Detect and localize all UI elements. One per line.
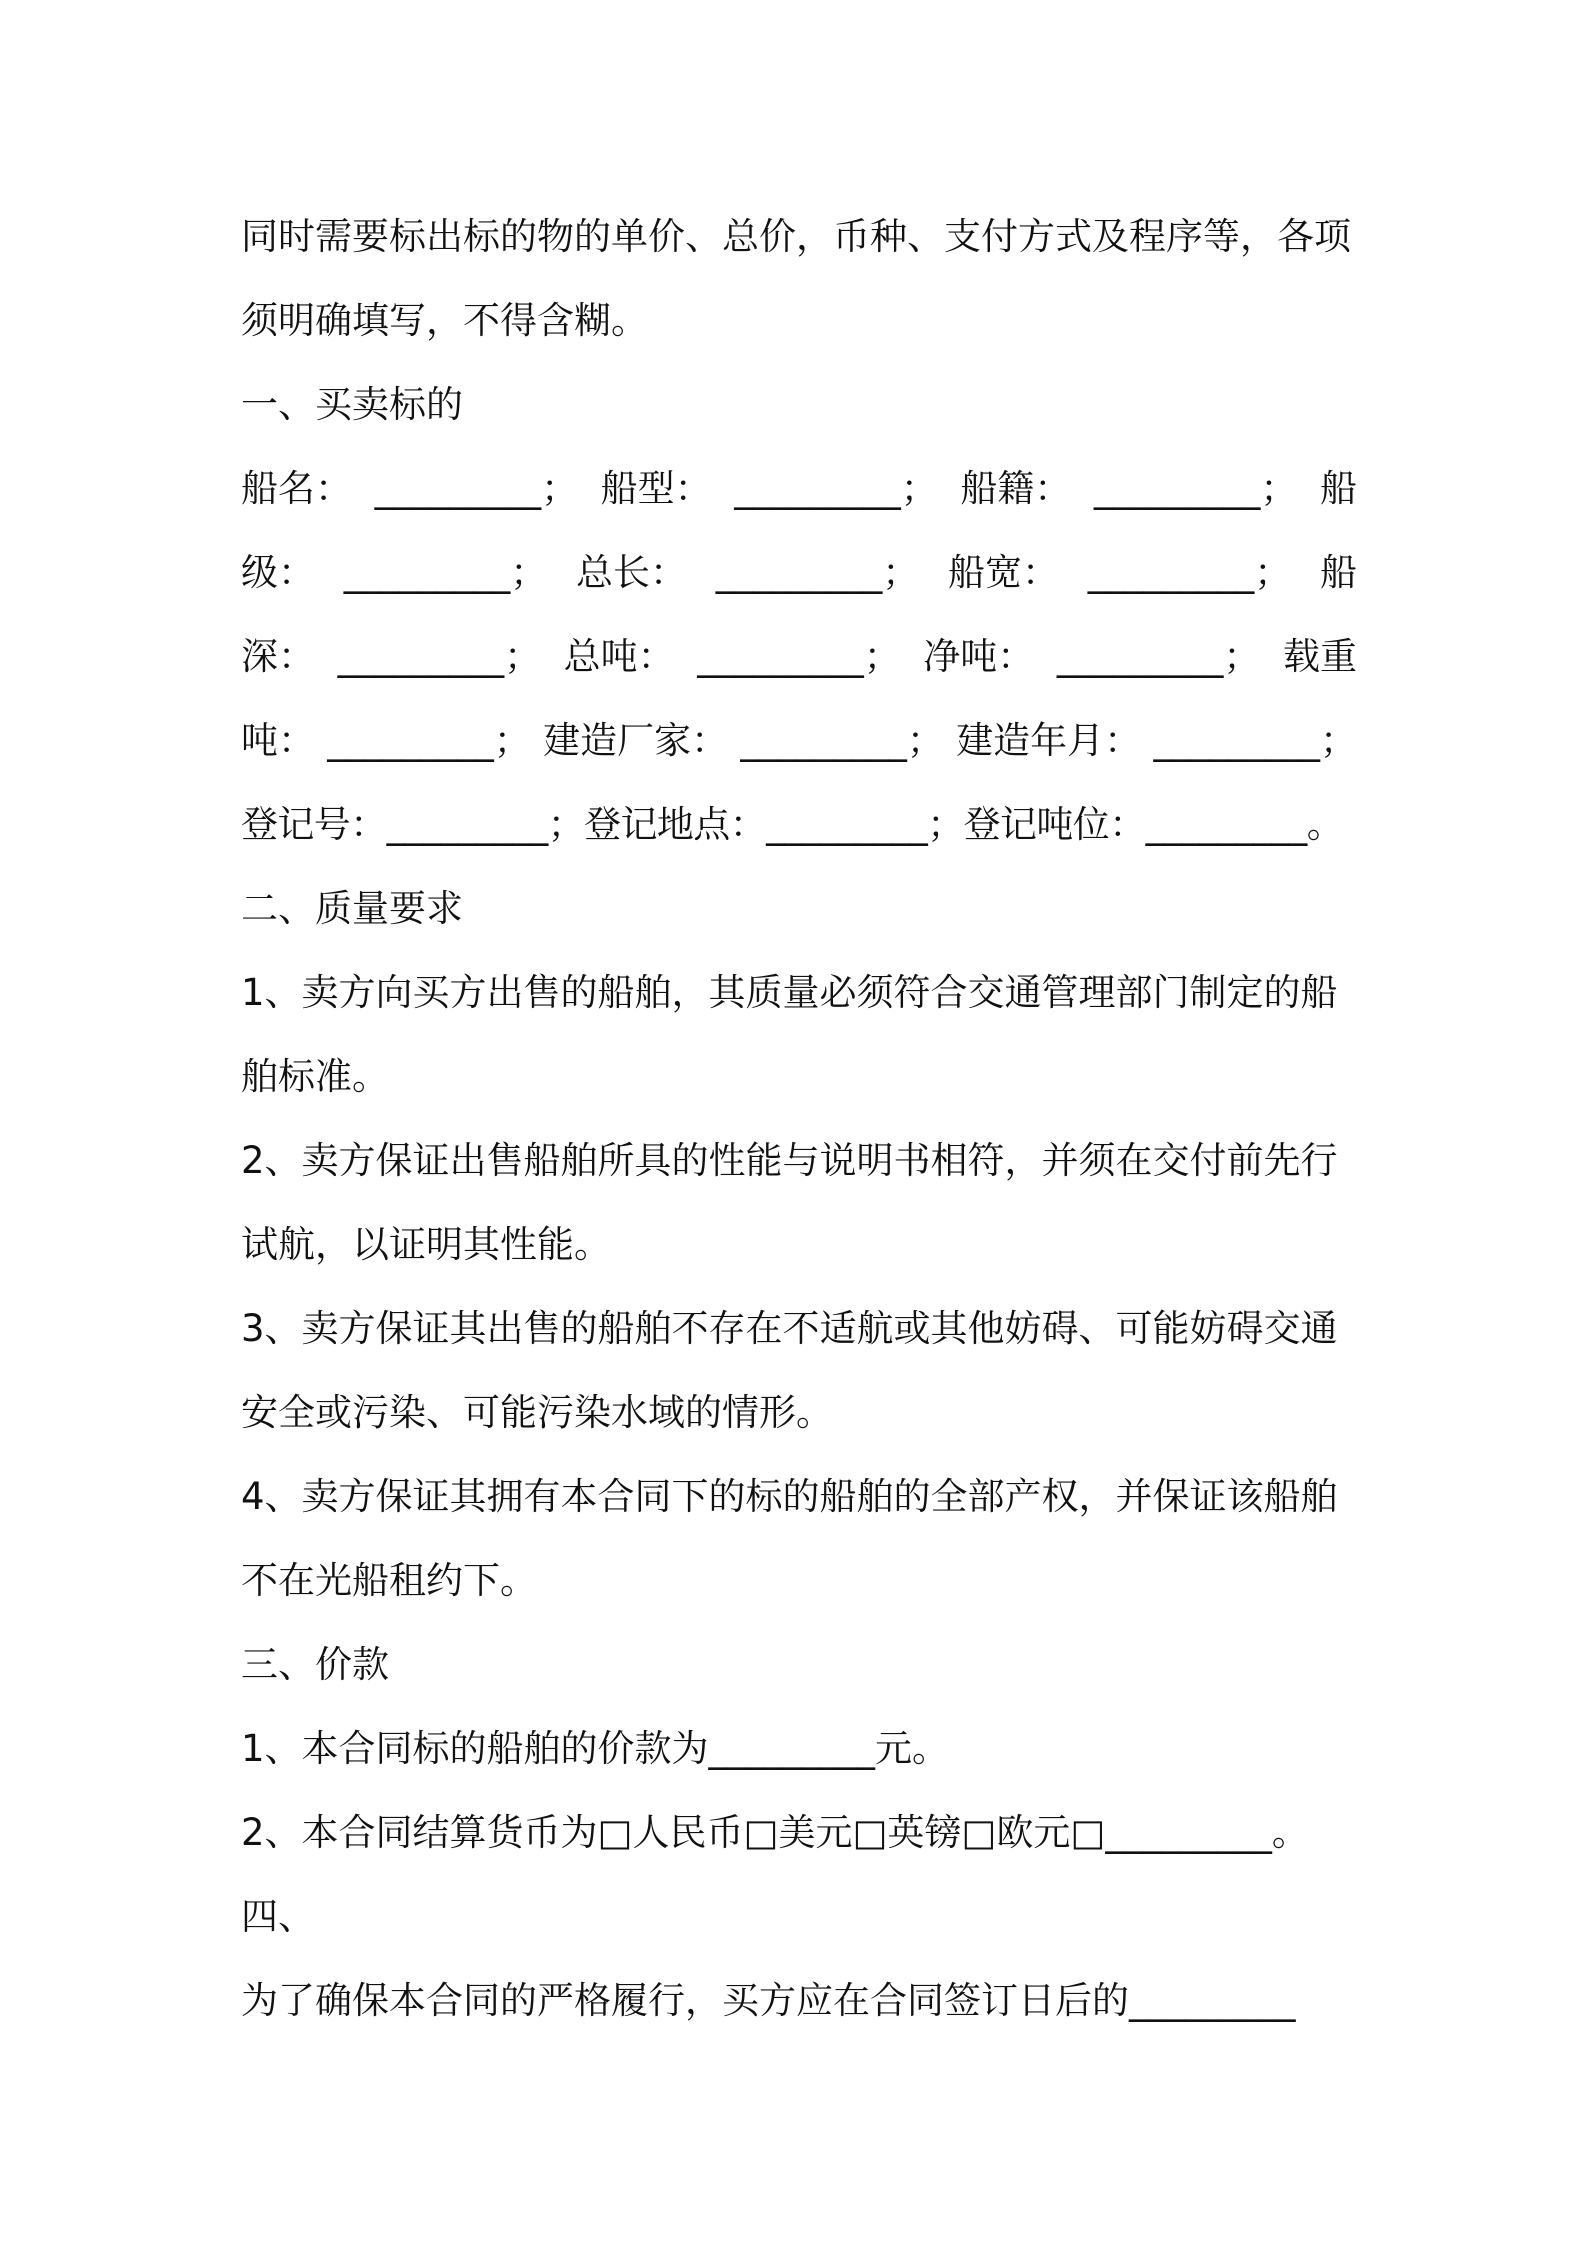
blank-field: _________； <box>1056 635 1261 678</box>
document-body <box>241 195 1357 2043</box>
field-label: 总吨： <box>563 635 675 678</box>
paragraph-line: 4、卖方保证其拥有本合同下的标的船舶的全部产权，并保证该船舶 <box>241 1475 1338 1518</box>
paragraph-line: 舶标准。 <box>241 1055 389 1098</box>
section-heading: 四、 <box>241 1895 315 1938</box>
blank-field: _________； <box>734 467 938 510</box>
blank-field: _________； <box>327 719 531 762</box>
field-label: 船 <box>1320 551 1357 594</box>
field-label: 净吨： <box>923 635 1035 678</box>
blank-field: _________； <box>343 551 548 594</box>
field-label: 建造年月： <box>956 719 1142 762</box>
field-label: 总长： <box>576 551 687 594</box>
paragraph-line: 试航，以证明其性能。 <box>241 1223 611 1266</box>
field-label: 载重 <box>1282 635 1357 678</box>
paragraph-line: 同时需要标出标的物的单价、总价，币种、支付方式及程序等，各项 <box>241 215 1351 258</box>
section-heading: 二、质量要求 <box>241 887 463 930</box>
ship-info-line <box>241 447 1357 531</box>
paragraph-line: 3、卖方保证其出售的船舶不存在不适航或其他妨碍、可能妨碍交通 <box>241 1307 1338 1350</box>
ship-info-line <box>241 699 1357 783</box>
field-label: 船籍： <box>960 467 1072 510</box>
field-label: 船 <box>1319 467 1357 510</box>
ship-info-line <box>241 531 1357 615</box>
field-label: 深： <box>241 635 315 678</box>
section-heading: 三、价款 <box>241 1643 389 1686</box>
paragraph-line: 1、本合同标的船舶的价款为_________元。 <box>241 1727 950 1770</box>
blank-field: _________； <box>715 551 920 594</box>
field-label: 级： <box>241 551 315 594</box>
section-heading: 一、买卖标的 <box>241 383 463 426</box>
registration-line: 登记号：_________；登记地点：_________；登记吨位：_________。 <box>241 803 1344 846</box>
field-label: 建造厂家： <box>543 719 729 762</box>
paragraph-line: 1、卖方向买方出售的船舶，其质量必须符合交通管理部门制定的船 <box>241 971 1338 1014</box>
field-label: 吨： <box>241 719 315 762</box>
blank-field: _________； <box>697 635 901 678</box>
paragraph-line: 为了确保本合同的严格履行，买方应在合同签订日后的_________ <box>241 1979 1296 2022</box>
blank-field: _________； <box>1093 467 1298 510</box>
field-label: 船名： <box>241 467 352 510</box>
field-label: 船宽： <box>948 551 1059 594</box>
blank-field: _________； <box>1153 719 1357 762</box>
paragraph-line: 须明确填写，不得含糊。 <box>241 299 648 342</box>
field-label: 船型： <box>600 467 712 510</box>
paragraph-line: 不在光船租约下。 <box>241 1559 537 1602</box>
blank-field: _________； <box>374 467 579 510</box>
ship-info-line <box>241 615 1357 699</box>
paragraph-line: 安全或污染、可能污染水域的情形。 <box>241 1391 833 1434</box>
blank-field: _________； <box>1087 551 1292 594</box>
paragraph-line: 2、卖方保证出售船舶所具的性能与说明书相符，并须在交付前先行 <box>241 1139 1338 1182</box>
blank-field: _________； <box>740 719 944 762</box>
paragraph-line: 2、本合同结算货币为□人民币□美元□英镑□欧元□_________。 <box>241 1811 1309 1854</box>
blank-field: _________； <box>337 635 542 678</box>
